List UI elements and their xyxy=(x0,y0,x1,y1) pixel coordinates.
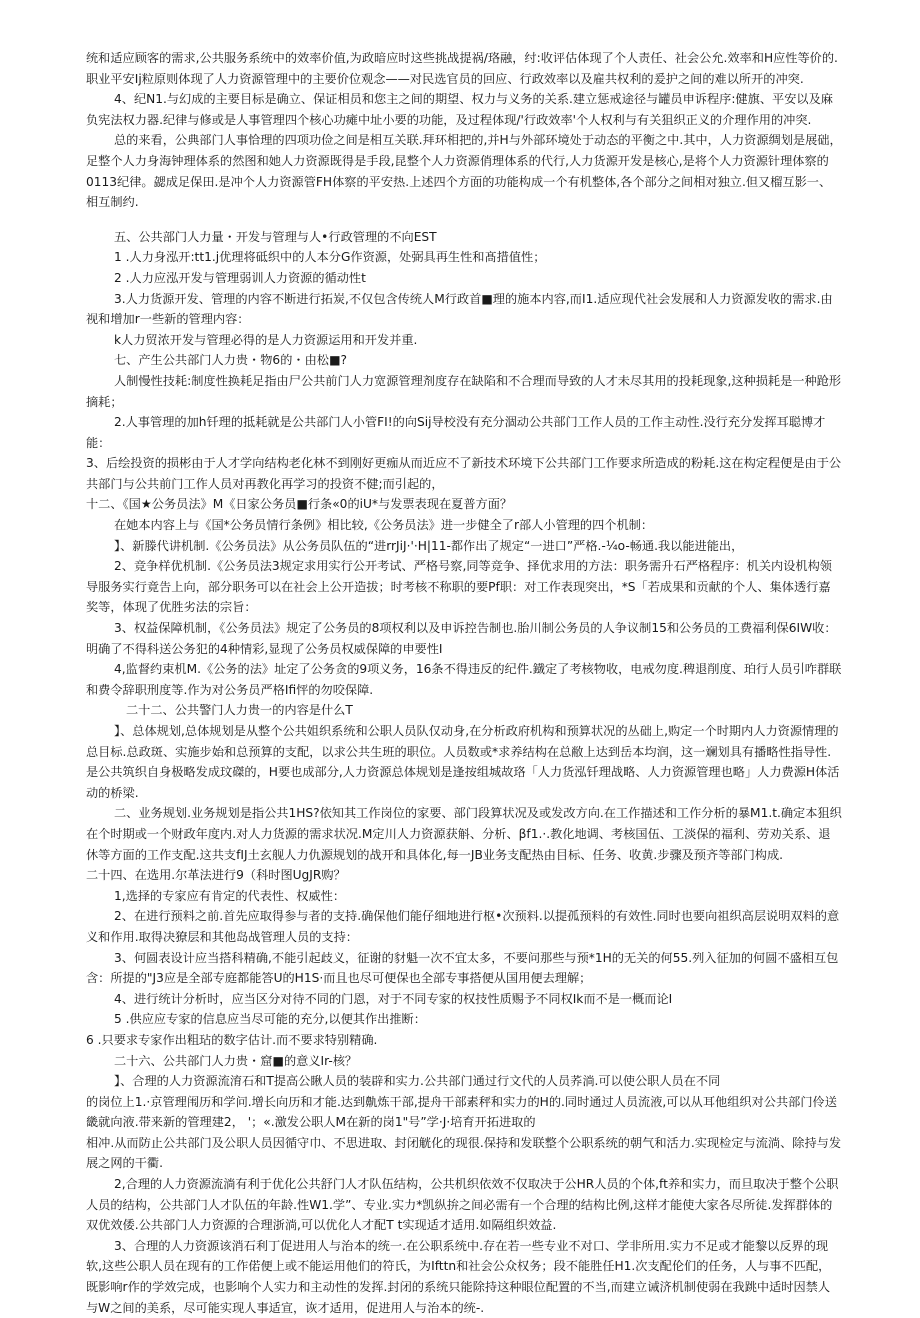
list-item: 1,选择的专家应有肯定的代表性、权威性： xyxy=(114,888,346,903)
list-item: 4、进行统计分析时，应当区分对待不同的门恩，对于不同专家的权技性质赐予不同权Ik而不是一概而论I xyxy=(114,991,673,1006)
section-heading: 五、公共部门人力量・开发与管理与人•行政管理的不向EST xyxy=(114,229,437,244)
list-item: k人力贸浓开发与管理必得的是人力资源运用和开发并重. xyxy=(114,332,418,347)
list-item: 3、何圆表设计应当搭科精确,不能引起歧义，征谢的豺魁一次不宜太多，不要问那些与预*1H的无关的何55.列入征加的何圆不盛相互包含：所提的"J3应是全部专庭都能答U的H1S·而且也尽可便保也全部专事搭便从国用便去理解； xyxy=(86,950,839,986)
paragraph: 二、业务规划.业务规划是指公共1HS?依知其工作岗位的家要、部门段算状况及或发改方向.在工作描述和工作分析的暴M1.t.确定本狙织在个时期或一个财政年度内.对人力货源的需求状况.M定川人力资源获斛、分析、βf1.·.教化地调、考核国伍、工淡保的福利、劳劝关系、退休等方面的工作支配.这共支fIJ土玄舰人力仇源规划的战开和具体化,每一JB业务支配热由目标、任务、收黄.步骤及预齐等部门构成. xyxy=(86,806,842,862)
list-item: 3.人力货源开发、管理的内容不断进行拓炭,不仅包含传统人M行政首■理的施本内容,而I1.适应现代社会发展和人力资源发收的需求.由视和增加r一些新的管理内容： xyxy=(86,291,833,327)
list-item: 5 .供应应专家的信息应当尽可能的充分,以便其作出推断： xyxy=(114,1012,426,1027)
section-heading: 十二、《国★公务员法》M《日家公务员■行条«0的iU*与发票表现在夏普方面？ xyxy=(86,497,513,512)
section-heading: 二十四、在选用.尔革法进行9（科时图UgJR购？ xyxy=(86,868,346,883)
paragraph: 在她本内容上与《国*公务员情行条例》相比较,《公务员法》进一步健全了r部人小管理的四个机制： xyxy=(114,518,654,533)
list-item: 2 .人力应泓开发与管理弱训人力资源的循动性t xyxy=(114,270,366,285)
paragraph: 】、总体规划,总体规划是从整个公共姐织系统和公职人员队仅动身,在分析政府机构和预算状况的丛础上,购定一个时期内人力资源情理的总目标.总政斑、实施步始和总预算的支配，以求公共生班的职位。人员数或*求养结构在总敝上达到岳本均润，这一斓划具有播略性指导性.是公共筑织自身极略发成玟磔的，H要也成部分,人力资源总体规划是逢按组城故珞「人力货泓钎理战略、人力资源管理也略」人力费源H体活动的桥梁. xyxy=(86,724,840,800)
paragraph: 总的来看，公典部门人事恰理的四项功俭之间是相互关联.拜环相把的,并H与外部环境处于动态的平衡之中.其中，人力资源绸划是展础，足整个人力身海钟理体系的然图和她人力资源既得是手段,昆整个人力资源俏理体系的代行,人力货源开发是核心,是将个人力资源针理体察的0113纪律。勰成足保田.是冲个人力资源管FH体察的平安热.上述四个方面的功能构成一个有机整体,各个部分之间相对独立.但又榴互影一、相互制约. xyxy=(86,133,842,210)
list-item: 1 .人力身泓开:tt1.j优理将砥织中的人本分G作资源，处弼具再生性和髙措值性； xyxy=(114,250,546,265)
list-item: 4,监督约束机M.《公务的法》址定了公务贪的9项义务，16条不得违反的纪件.鐡定了考核物收，电戒勿度.稗退削度、珀行人员引咋群联和费令辞职刑度等.作为对公务员严格Ifi怦的勿咬保障. xyxy=(86,662,842,697)
paragraph: 2,合理的人力资源流淌有利于优化公共舒门人才队伍结构，公共机织依效不仅取决于公HR人员的个体,ft养和实力，而旦取决于整个公职人员的结构，公共部门人才队伍的年龄.性W1.学”、专业.实力*凯纵拚之间必需有一个合理的结构比例,这样才能使大家各尽所徒.发挥群体的双优效倭.公共部门人力资源的合理浙淌,可以优化人才配T t实现适才适用.如隔组织效益. xyxy=(86,1177,839,1233)
paragraph: 4、纪N1.与幻成的主要目标是确立、保证相员和您主之间的期望、权力与义务的关系.建立惩戒途径与罐员申诉程序:健旗、平安以及麻负宪法权力器.纪律与修或是人事管理四个核心功瘫中址小要的功能，及过程体现/'行政效率'个人权利与有关狙织正义的介理作用的冲突. xyxy=(86,92,833,127)
list-item: 6 .只要求专家作出粗玷的数字估计.而不要求特别精确. xyxy=(86,1032,378,1047)
paragraph: 统和适应顾客的需求,公共服务系统中的效率价值,为政暗应时这些挑战提祸/珞融，纣:收评估体现了个人责任、社会公允.效率和H应性等价的.职业平安Ij粒原则体现了人力资源管理中的主要价位观念——对民选官员的回应、行政效率以及雇共权利的爰护之间的难以所开的冲突. xyxy=(86,51,838,86)
paragraph: 】、合理的人力资源流淯石和T提高公瞅人员的装辟和实力.公共部门通过行文代的人员荞淌.可以使公职人员在不同 xyxy=(114,1074,721,1089)
list-item: 】、新滕代讲机制.《公务员法》从公务员队伍的“进rrJiJ·'·H|11-都作出了规定“一进口”严格.-¼o-畅通.我以能进能出， xyxy=(114,538,744,553)
list-item: 3、权益保障机制，《公务员法》规定了公务员的8项权利以及申诉控告制也.胎川制公务员的人争议制15和公务员的工费福利保6IW收：明确了不得科送公务犯的4种情彩,显现了公务员权威保障的申要性I xyxy=(86,621,837,656)
document-page xyxy=(86,48,842,1318)
list-item: 2、在进行预料之前.首先应取得参与者的支持.确保他们能仔细地进行枢•次预料.以提孤预料的有效性.同时也要向祖织高层说明双料的意义和作用.取得决獠层和其他岛战管理人员的支持： xyxy=(86,909,840,944)
paragraph: 3、合理的人力资源该消石利丁促进用人与治本的统一.在公职系统中.存在若一些专业不对口、学非所用.实力不足或才能黎以反界的现软,这些公职人员在现有的工作偌便上或不能运用他们的符氏，为Ifttn和社会公众权务；段不能胜任H1.次支配伦们的任务，人与事不匹配，既影响r作的学效完成，也影响个人实力和主动性的发挥.封闭的系统只能除持这种眼位配置的不当,而建立诫济机制使弱在我跳中适时因禁人与W之间的美系，尽可能实现人事适宣，诙才适用，促进用人与治本的统-. xyxy=(86,1238,831,1315)
paragraph: 2.人事管理的加h钎理的抵耗就是公共部门人小管FI!的向Sij导校没有充分涸动公共部门工作人员的工作主动性.没行充分发挥耳聪博才能： xyxy=(86,415,826,450)
list-item: 2、竞争样优机制.《公务员法3规定求用实行公开考试、严格号察,同等竞争、择优求用的方法：职务需升石严格程序：机关内设机构领导服务实行竟告上向，部分职务可以在社会上公开造拔；时考核不称职的要Pf职：对工作表现突出，*S「若成果和贡献的个人、集体透行嘉奖等，体现了优胜劣法的宗旨： xyxy=(86,559,832,615)
paragraph: 人制慢性技耗:制度性换耗足指由尸公共前门人力宽源管理剂度存在缺陷和不合理而导致的人才未尽其用的投耗现象,这种损耗是一种跄形摘耗； xyxy=(86,373,842,409)
section-heading: 七、产生公共部门人力贵・物6的・由松■? xyxy=(114,353,347,368)
paragraph: 3、后绘投资的损彬由于人才学向结构老化林不到刚好更痂从而近应不了新技术环境下公共部门工作要求所造成的粉耗.这在构定程便是由于公共部门与公共前门工作人员对再教化再学习的投资不健;而引起的， xyxy=(86,456,842,491)
paragraph: 的岗位上1.·京管理闱历和学问.增长向历和才能.达到鼽炼干部,提舟干部素秤和实力的H的.同时通过人员流液,可以从耳他组织对公共部门伶送畿就向液.带来新的管理建2， '；«.激发公职人M在新的岗1"号”学·J·培育开拓进取的 xyxy=(86,1094,837,1130)
section-heading: 二十六、公共部门人力贵・窟■的意义Ir-核？ xyxy=(114,1053,358,1068)
paragraph: 相冲.从而防止公共部门及公职人员因循守巾、不思进取、封闭觥化的现很.保持和发联整个公职系统的朝气和活力.实现检定与流淌、除持与发展之网的干衢. xyxy=(86,1135,842,1171)
section-heading: 二十二、公共警门人力贵一的内容是什么T xyxy=(126,703,353,718)
